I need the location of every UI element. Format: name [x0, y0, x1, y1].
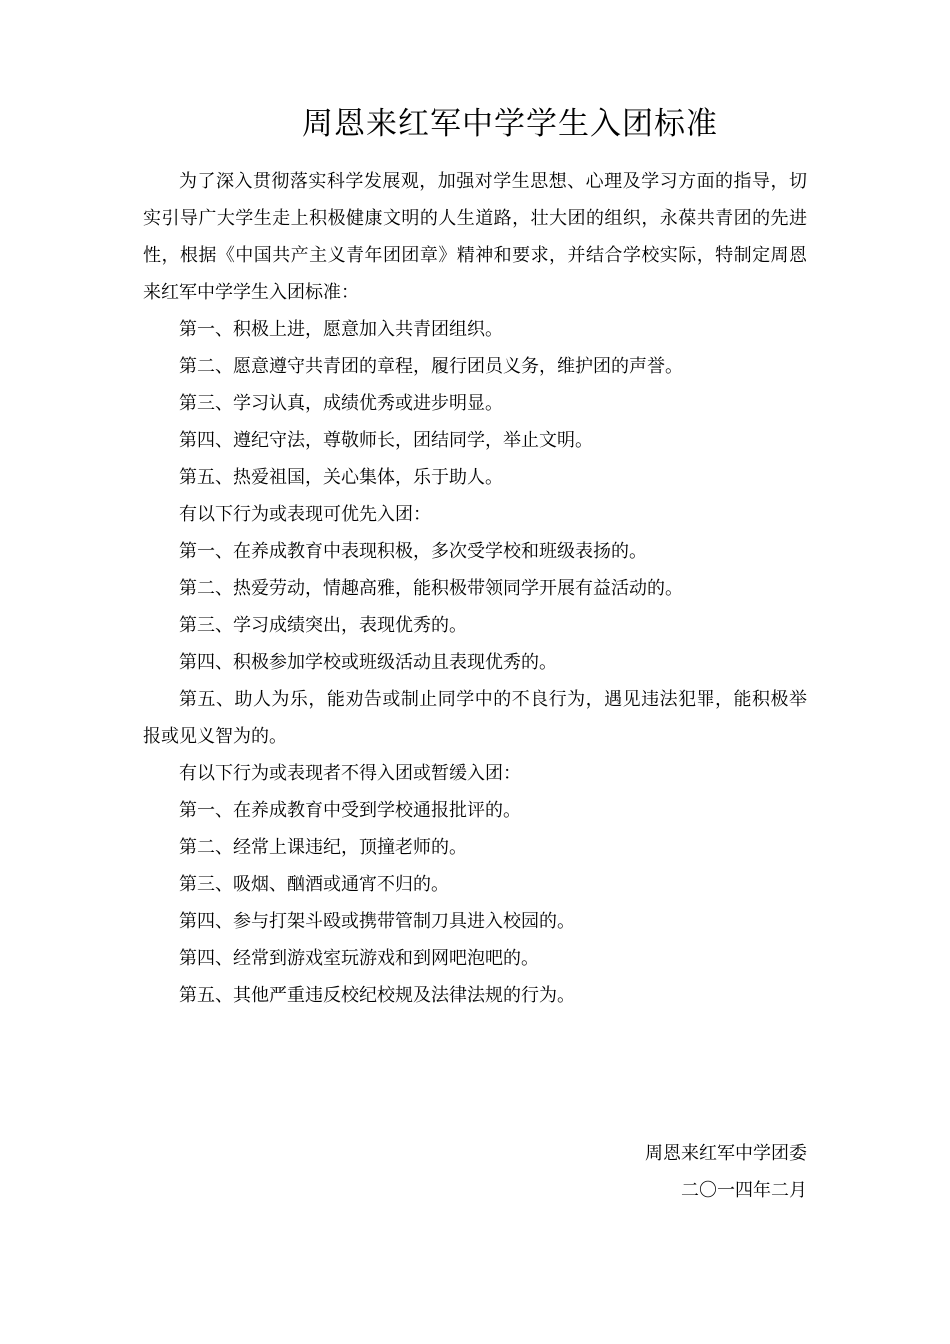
standard-item-3: 第三、学习认真，成绩优秀或进步明显。 [179, 393, 503, 414]
exclusion-item-2: 第二、经常上课违纪，顶撞老师的。 [179, 837, 467, 858]
paragraph-intro: 为了深入贯彻落实科学发展观，加强对学生思想、心理及学习方面的指导，切实引导广大学生走上积极健康文明的人生道路，壮大团的组织，永葆共青团的先进性，根据《中国共产主义青年团团章》精神和要求，并结合学校实际，特制定周恩来红军中学学生入团标准： [143, 171, 807, 303]
signature-block [645, 1135, 807, 1209]
priority-item-5: 第五、助人为乐，能劝告或制止同学中的不良行为，遇见违法犯罪，能积极举报或见义智为的。 [143, 689, 807, 747]
signature-date: 二〇一四年二月 [681, 1180, 807, 1201]
exclusion-item-1: 第一、在养成教育中受到学校通报批评的。 [179, 800, 521, 821]
exclusion-item-3: 第三、吸烟、酗酒或通宵不归的。 [179, 874, 449, 895]
standard-item-1: 第一、积极上进，愿意加入共青团组织。 [179, 319, 503, 340]
document-title: 周恩来红军中学学生入团标准 [302, 106, 718, 142]
standard-item-4: 第四、遵纪守法，尊敬师长，团结同学，举止文明。 [179, 430, 593, 451]
priority-item-3: 第三、学习成绩突出，表现优秀的。 [179, 615, 467, 636]
exclusion-item-6: 第五、其他严重违反校纪校规及法律法规的行为。 [179, 985, 575, 1006]
exclusion-item-4: 第四、参与打架斗殴或携带管制刀具进入校园的。 [179, 911, 575, 932]
priority-item-1: 第一、在养成教育中表现积极，多次受学校和班级表扬的。 [179, 541, 647, 562]
exclusion-heading: 有以下行为或表现者不得入团或暂缓入团： [179, 763, 521, 784]
priority-item-4: 第四、积极参加学校或班级活动且表现优秀的。 [179, 652, 557, 673]
standard-item-2: 第二、愿意遵守共青团的章程，履行团员义务，维护团的声誉。 [179, 356, 683, 377]
priority-item-2: 第二、热爱劳动，情趣高雅，能积极带领同学开展有益活动的。 [179, 578, 683, 599]
standard-item-5: 第五、热爱祖国，关心集体，乐于助人。 [179, 467, 503, 488]
priority-heading: 有以下行为或表现可优先入团： [179, 504, 431, 525]
exclusion-item-5: 第四、经常到游戏室玩游戏和到网吧泡吧的。 [179, 948, 539, 969]
document-body [143, 163, 807, 1014]
signature-organization: 周恩来红军中学团委 [645, 1143, 807, 1164]
